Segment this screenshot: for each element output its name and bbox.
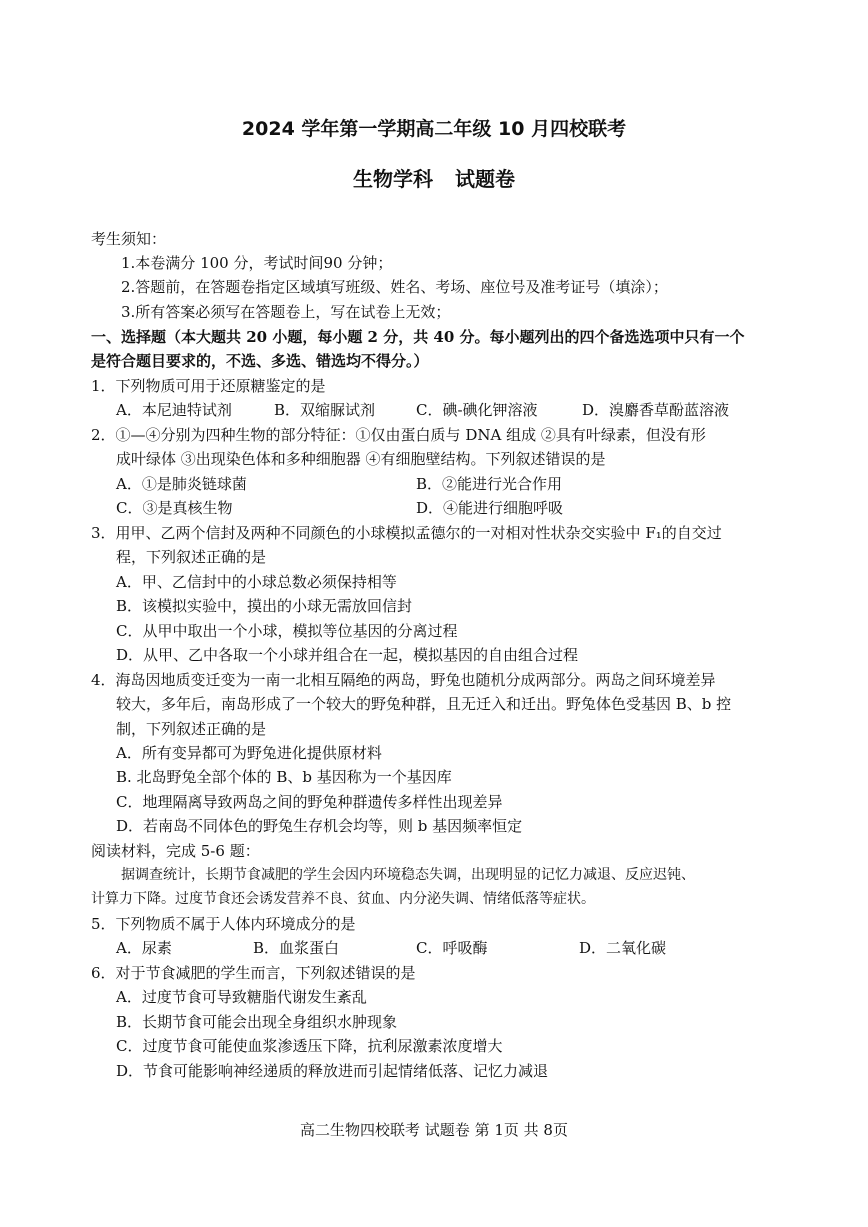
section-heading: 一、选择题（本大题共 20 小题，每小题 2 分，共 40 分。每小题列出的四个备选选项中只有一个 <box>91 328 745 346</box>
option-c: C．地理隔离导致两岛之间的野兔种群遗传多样性出现差异 <box>116 793 503 811</box>
option-b: B．该模拟实验中，摸出的小球无需放回信封 <box>116 597 413 615</box>
option-b: B．血浆蛋白 <box>253 939 340 957</box>
option-c: C．过度节食可能使血浆渗透压下降，抗利尿激素浓度增大 <box>116 1037 503 1055</box>
paper-type-label: 试题卷 <box>455 167 515 191</box>
notice-item: 1.本卷满分 100 分，考试时间90 分钟； <box>121 254 393 272</box>
question-stem: 5．下列物质不属于人体内环境成分的是 <box>91 915 356 933</box>
option-a: A．过度节食可导致糖脂代谢发生紊乱 <box>116 988 367 1006</box>
option-d: D．二氧化碳 <box>579 939 667 957</box>
question-stem: 6．对于节食减肥的学生而言，下列叙述错误的是 <box>91 964 416 982</box>
question-stem-cont: 程，下列叙述正确的是 <box>116 548 267 566</box>
notice-item: 2.答题前，在答题卷指定区域填写班级、姓名、考场、座位号及准考证号（填涂）； <box>121 278 668 296</box>
notice-label: 考生须知： <box>91 230 167 248</box>
exam-subtitle <box>0 163 868 192</box>
option-d: D．④能进行细胞呼吸 <box>416 499 564 517</box>
option-b: B．长期节食可能会出现全身组织水肿现象 <box>116 1013 398 1031</box>
option-d: D．节食可能影响神经递质的释放进而引起情绪低落、记忆力减退 <box>116 1062 549 1080</box>
option-d: D．从甲、乙中各取一个小球并组合在一起，模拟基因的自由组合过程 <box>116 646 579 664</box>
question-stem-cont: 较大，多年后，南岛形成了一个较大的野兔种群，且无迁入和迁出。野兔体色受基因 B、b 控 <box>116 695 732 713</box>
reading-intro: 阅读材料，完成 5-6 题： <box>91 842 260 860</box>
option-a: A．尿素 <box>116 939 172 957</box>
option-b: B．②能进行光合作用 <box>416 475 563 493</box>
option-d: D．溴麝香草酚蓝溶液 <box>582 401 730 419</box>
question-stem: 4．海岛因地质变迁变为一南一北相互隔绝的两岛，野兔也随机分成两部分。两岛之间环境差异 <box>91 671 716 689</box>
subject-label: 生物学科 <box>353 167 433 191</box>
option-c: C．碘-碘化钾溶液 <box>416 401 538 419</box>
option-b: B. 北岛野兔全部个体的 B、b 基因称为一个基因库 <box>116 768 452 786</box>
option-a: A．所有变异都可为野兔进化提供原材料 <box>116 744 382 762</box>
question-stem: 3．用甲、乙两个信封及两种不同颜色的小球模拟孟德尔的一对相对性状杂交实验中 F₁的自交过 <box>91 524 722 542</box>
option-c: C．③是真核生物 <box>116 499 233 517</box>
reading-paragraph-cont: 计算力下降。过度节食还会诱发营养不良、贫血、内分泌失调、情绪低落等症状。 <box>91 891 595 907</box>
question-stem: 1．下列物质可用于还原糖鉴定的是 <box>91 377 326 395</box>
page-footer: 高二生物四校联考 试题卷 第 1页 共 8页 <box>300 1121 568 1139</box>
question-stem: 2．①—④分别为四种生物的部分特征：①仅由蛋白质与 DNA 组成 ②具有叶绿素，但没有形 <box>91 426 706 444</box>
option-b: B．双缩脲试剂 <box>274 401 376 419</box>
option-c: C．从甲中取出一个小球，模拟等位基因的分离过程 <box>116 622 458 640</box>
question-stem-cont: 成叶绿体 ③出现染色体和多种细胞器 ④有细胞壁结构。下列叙述错误的是 <box>116 450 606 468</box>
reading-paragraph: 据调查统计，长期节食减肥的学生会因内环境稳态失调，出现明显的记忆力减退、反应迟钝、 <box>121 867 695 883</box>
section-heading-cont: 是符合题目要求的，不选、多选、错选均不得分。） <box>91 352 429 370</box>
exam-title: 2024 学年第一学期高二年级 10 月四校联考 <box>241 118 627 140</box>
option-a: A．①是肺炎链球菌 <box>116 475 247 493</box>
question-stem-cont: 制，下列叙述正确的是 <box>116 720 267 738</box>
notice-item: 3.所有答案必须写在答题卷上，写在试卷上无效； <box>121 303 451 321</box>
option-a: A．甲、乙信封中的小球总数必须保持相等 <box>116 573 397 591</box>
option-a: A．本尼迪特试剂 <box>116 401 232 419</box>
option-c: C．呼吸酶 <box>416 939 488 957</box>
option-d: D．若南岛不同体色的野兔生存机会均等，则 b 基因频率恒定 <box>116 817 523 835</box>
